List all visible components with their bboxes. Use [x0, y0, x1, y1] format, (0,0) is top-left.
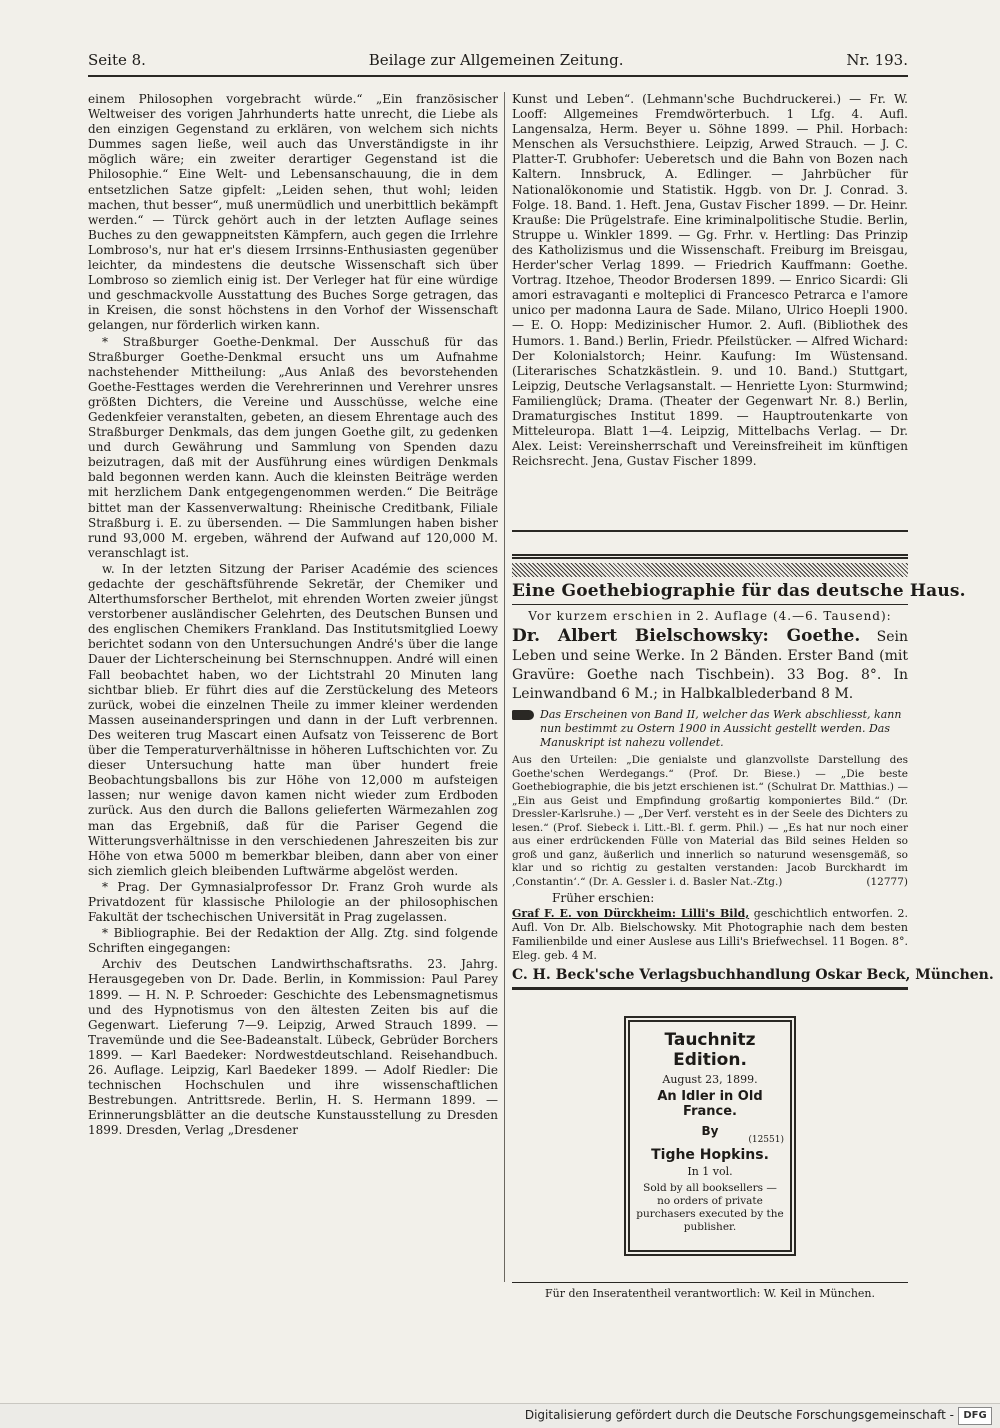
ad-rule: [512, 604, 908, 605]
column-divider: [504, 92, 505, 1282]
ad-reviews: [512, 754, 908, 889]
ad-earlier-label: Früher erschien:: [552, 891, 655, 905]
article-academie-sciences: w. In der letzten Sitzung der Pariser Académie des sciences gedachte der geschäftsführende Sekretär, der Chemiker und Alterthumsforscher Berthelot, mit ehrenden Worten zweier jüngst verstorbener ausländischer Gelehrten, des Deutschen Bunsen und des englischen Chemikers Frankland. Das Institutsmitglied Loewy berichtet sodann von den Untersuchungen André's über die lange Dauer der Lichterscheinung bei Sternschnuppen. André will einen Fall beobachtet haben, wo der Lichtstrahl 20 Minuten lang sichtbar blieb. Er führt dies auf die Zerstückelung des Meteors zurück, wobei die einzelnen Theile zu immer kleiner werdenden Massen auseinanderspringen und dann in der Luft verbrennen. Des weiteren trug Mascart einen Aufsatz von Teisserenc de Bort über die Temperaturverhältnisse in höheren Luftschichten vor. Zu dieser Untersuchung hatte man über hundert freie Beobachtungsballons bis zur Höhe von 12,000 m aufsteigen lassen; nur wenige davon kamen nicht wieder zum Erdboden zurück. Aus den durch die Ballons gelieferten Wärmezahlen zog man das Ergebniß, daß für die Pariser Gegend die Witterungsverhältnisse in den verschiedenen Jahreszeiten bis zur Höhe von etwa 5000 m bemerkbar bleiben, dann aber von einer sich ziemlich gleich bleibenden Luftwärme abgelöst werden.: [88, 561, 498, 878]
responsibility-line: Für den Inseratentheil verantwortlich: W. Keil in München.: [544, 1287, 876, 1300]
tauchnitz-advertisement: [624, 1016, 796, 1256]
tauchnitz-volume: In 1 vol.: [687, 1165, 733, 1178]
issue-number: Nr. 193.: [846, 51, 908, 69]
bibliography-list: Archiv des Deutschen Landwirthschaftsraths. 23. Jahrg. Herausgegeben von Dr. Dade. Berlin, in Kommission: Paul Parey 1899. — H. N. P. Schroeder: Geschichte des Lebensmagnetismus und des Hypnotismus von den ältesten Zeiten bis auf die Gegenwart. Lieferung 7—9. Leipzig, Arwed Strauch 1899. — Travemünde und die See-Badeanstalt. Lübeck, Gebrüder Borchers 1899. — Karl Baedeker: Nordwestdeutschland. Reisehandbuch. 26. Auflage. Leipzig, Karl Baedeker 1899. — Adolf Riedler: Die technischen Hochschulen und ihre wissenschaftlichen Bestrebungen. Antrittsrede. Berlin, H. S. Hermann 1899. — Erinnerungsblätter an die deutsche Kunstausstellung zu Dresden 1899. Dresden, Verlag „Dresdener: [88, 957, 498, 1138]
ad-headline: Eine Goethebiographie für das deutsche Haus.: [512, 581, 966, 601]
ad-note: [512, 708, 908, 750]
tauchnitz-by: By: [701, 1124, 719, 1138]
ad-earlier-details: geschichtlich entworfen. 2. Aufl. Von Dr. Alb. Bielschowsky. Mit Photographie nach dem besten Familienbilde und einer Auslese aus Lilli's Briefwechsel. 11 Bogen. 8°. Eleg. geb. 4 M.: [512, 907, 908, 962]
tauchnitz-sales-note: Sold by all booksellers — no orders of private purchasers executed by the publisher.: [636, 1182, 784, 1233]
footer-rule: [512, 1282, 908, 1283]
goethe-biography-advertisement: [512, 554, 994, 990]
page-number: Seite 8.: [88, 51, 146, 69]
ad-hatch-border: [512, 563, 908, 577]
bibliography-continuation: Kunst und Leben“. (Lehmann'sche Buchdruckerei.) — Fr. W. Looff: Allgemeines Fremdwörterbuch. 1 Lfg. 4. Aufl. Langensalza, Herm. Beyer u. Söhne 1899. — Phil. Horbach: Menschen als Versuchsthiere. Leipzig, Arwed Strauch. — J. C. Platter-T. Grubhofer: Ueberetsch und die Bahn von Bozen nach Kaltern. Innsbruck, A. Edlinger. — Jahrbücher für Nationalökonomie und Statistik. Hggb. von Dr. J. Conrad. 3. Folge. 18. Band. 1. Heft. Jena, Gustav Fischer 1899. — Dr. Heinr. Krauße: Die Prügelstrafe. Eine kriminalpolitische Studie. Berlin, Struppe u. Winkler 1899. — Gg. Frhr. v. Hertling: Das Prinzip des Katholizismus und die Wissenschaft. Freiburg im Breisgau, Herder'scher Verlag 1899. — Friedrich Kauffmann: Goethe. Vortrag. Itzehoe, Theodor Brodersen 1899. — Enrico Sicardi: Gli amori estravaganti e molteplici di Francesco Petrarca e l'amore unico per madonna Laura de Sade. Milano, Ulrico Hoepli 1900. — E. O. Hopp: Medizinischer Humor. 2. Aufl. (Bibliothek des Humors. 1. Band.) Berlin, Friedr. Pfeilstücker. — Alfred Wichard: Der Kolonialstorch; Heinr. Kaufung: Im Wüstensand. (Literarisches Schatzkästlein. 9. und 10. Band.) Stuttgart, Leipzig, Deutsche Verlagsanstalt. — Henriette Lyon: Sturmwind; Familienglück; Drama. (Theater der Gegenwart Nr. 8.) Berlin, Dramaturgisches Institut 1899. — Hauptroutenkarte von Mitteleuropa. Blatt 1—4. Leipzig, Mittelbachs Verlag. — Dr. Alex. Leist: Vereinsherrschaft und Vereinsfreiheit im künftigen Reichsrecht. Jena, Gustav Fischer 1899.: [512, 92, 908, 469]
tauchnitz-author: Tighe Hopkins.: [651, 1147, 769, 1163]
article-bibliography-intro: * Bibliographie. Bei der Redaktion der Allg. Ztg. sind folgende Schriften eingegangen:: [88, 926, 498, 956]
tauchnitz-work-title: An Idler in Old France.: [657, 1089, 763, 1119]
page-header: [88, 48, 908, 72]
digitization-credit: Digitalisierung gefördert durch die Deutsche Forschungsgemeinschaft -: [524, 1408, 954, 1422]
ad-earlier-title: Graf F. E. von Dürckheim: Lilli's Bild,: [512, 907, 750, 920]
right-column: [512, 92, 994, 1300]
ad-bottom-rule: [512, 987, 908, 990]
ad-reference-number: (12777): [866, 875, 908, 888]
tauchnitz-date: August 23, 1899.: [662, 1073, 758, 1086]
ad-reviews-text: Aus den Urteilen: „Die genialste und glanzvollste Darstellung des Goethe'schen Werdegangs.“ (Prof. Dr. Biese.) — „Die beste Goethebiographie, die bis jetzt erschienen ist.“ (Schulrat Dr. Matthias.) — „Ein aus Geist und Empfindung großartig komponiertes Bild.“ (Dr. Dressler-Karlsruhe.) — „Der Verf. versteht es in der Seele des Dichters zu lesen.“ (Prof. Siebeck i. Litt.-Bl. f. germ. Phil.) — „Es hat nur noch einer aus einer erdrückenden Fülle von Material das Bild seines Helden so groß und ganz, äußerlich und innerlich so naturund wesensgemäß, so klar und so richtig zu gestalten verstanden: Jacob Burckhardt im ‚Constantin‘.“ (Dr. A. Gessler i. d. Basler Nat.-Ztg.): [512, 754, 908, 888]
ad-note-text: Das Erscheinen von Band II, welcher das Werk abschliesst, kann nun bestimmt zu Ostern 1900 in Aussicht gestellt werden. Das Manuskript ist nahezu vollendet.: [540, 708, 902, 749]
ad-subline: Vor kurzem erschien in 2. Auflage (4.—6. Tausend):: [528, 609, 892, 623]
tauchnitz-reference: (12551): [748, 1135, 784, 1145]
ad-main-offer: [512, 627, 908, 704]
left-column: [88, 92, 498, 1274]
supplement-title: Beilage zur Allgemeinen Zeitung.: [368, 51, 624, 69]
article-goethe-monument: * Straßburger Goethe-Denkmal. Der Ausschuß für das Straßburger Goethe-Denkmal ersucht uns um Aufnahme nachstehender Mittheilung: „Aus Anlaß des bevorstehenden Goethe-Festtages werden die Verehrerinnen und Verehrer unsres größten Dichters, die Vereine und Ausschüsse, welche eine Gedenkfeier veranstalten, gebeten, an diesem Ehrentage auch des Straßburger Denkmals, das dem jungen Goethe gilt, zu gedenken und durch Gewährung und Sammlung von Spenden dazu beizutragen, daß mit der Ausführung eines würdigen Denkmals bald begonnen werden kann. Auch die kleinsten Beiträge werden mit herzlichem Dank entgegengenommen werden.“ Die Beiträge bittet man der Kassenverwaltung: Rheinische Creditbank, Filiale Straßburg i. E. zu übersenden. — Die Sammlungen haben bisher rund 93,000 M. ergeben, während der Aufwand auf 120,000 M. veranschlagt ist.: [88, 334, 498, 560]
dfg-logo: DFG: [958, 1407, 992, 1425]
ad-earlier-book: [512, 907, 908, 963]
section-rule: [512, 530, 908, 532]
article-prague: * Prag. Der Gymnasialprofessor Dr. Franz Groh wurde als Privatdozent für klassische Philologie an der philosophischen Fakultät der tschechischen Universität in Prag zugelassen.: [88, 879, 498, 925]
article-continuation: einem Philosophen vorgebracht würde.“ „Ein französischer Weltweiser des vorigen Jahrhunderts hatte unrecht, die Liebe als den einzigen Gegenstand zu erklären, von welchem sich nichts Dummes sagen ließe, weil auch das Unverständigste in ihr möglich wäre; ein zweiter derartiger Gegenstand ist die Philosophie.“ Eine Welt- und Lebensanschauung, die in dem entsetzlichen Satze gipfelt: „Leiden sehen, thut wohl; leiden machen, thut besser“, muß unermüdlich und unerbittlich bekämpft werden.“ — Türck gehört auch in der letzten Auflage seines Buches zu den gewappneitsten Kämpfern, auch gegen die Irrlehre Lombroso's, nur hat er's diesem Irrsinns-Enthusiasten gegenüber leichter, da mindestens die deutsche Wissenschaft sich über Lombroso so ziemlich einig ist. Der Verleger hat für eine würdige und geschmackvolle Ausstattung des Buches Sorge getragen, das in Kreisen, die sonst höchstens in den Vorhof der Wissenschaft gelangen, nur förderlich wirken kann.: [88, 92, 498, 333]
tauchnitz-title: Tauchnitz Edition.: [664, 1030, 756, 1070]
ad-book-author-title: Dr. Albert Bielschowsky: Goethe.: [512, 626, 861, 646]
pointing-hand-icon: [512, 710, 534, 720]
digitization-bar: [0, 1403, 1000, 1428]
header-rule: [88, 75, 908, 77]
ad-publisher: C. H. Beck'sche Verlagsbuchhandlung Oskar Beck, München.: [512, 967, 994, 983]
ad-book-details: Sein Leben und seine Werke. In 2 Bänden. Erster Band (mit Gravüre: Goethe nach Tischbein). 33 Bog. 8°. In Leinwandband 6 M.; in Halbkalblederband 8 M.: [512, 629, 908, 702]
